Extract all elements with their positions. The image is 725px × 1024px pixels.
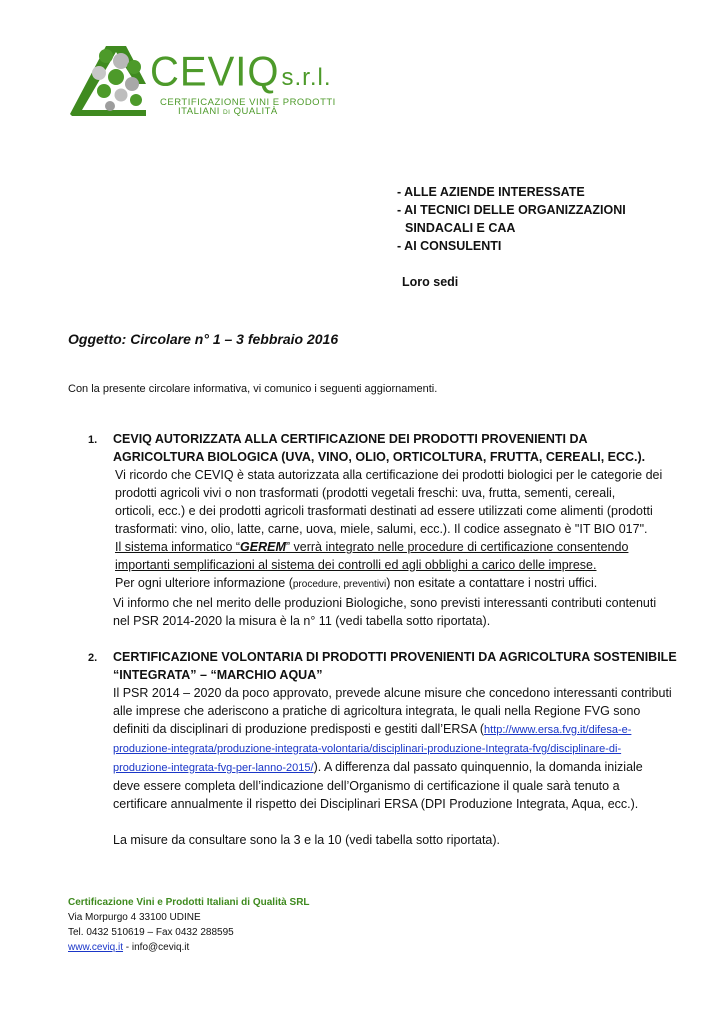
recipient-line: - ALLE AZIENDE INTERESSATE <box>397 185 585 199</box>
footer <box>68 895 310 955</box>
recipient-line: - AI TECNICI DELLE ORGANIZZAZIONI <box>397 203 626 217</box>
loro-sedi: Loro sedi <box>402 275 459 289</box>
section-heading: CEVIQ AUTORIZZATA ALLA CERTIFICAZIONE DEI PRODOTTI PROVENIENTI DA <box>113 432 588 446</box>
section-number: 1. <box>88 434 98 446</box>
section-body: Il PSR 2014 – 2020 da poco approvato, prevede alcune misure che concedono interessanti contributi alle imprese che aderiscono a pratiche di agricoltura integrata, le quali nella Regione FVG sono definiti da disciplinari di produzione predisposti e gestiti dall’ERSA (http://www.ersa.fvg.it/difesa-e- produzione-integrata/produzione-integrata-volontaria/disciplinari-produzione-Integrata-fvg/disciplinare-di- produzione-integrata-fvg-per-lanno-2015/). A differenza dal passato quinquennio, la domanda iniziale deve essere completa dell’indicazione dell’Organismo di certificazione il quale sarà tenuto a certificare annualmente il rispetto dei Disciplinari ERSA (DPI Produzione Integrata, Aqua, ecc.). La misure da consultare sono la 3 e la 10 (vedi tabella sotto riportata). <box>113 686 672 847</box>
recipient-line: - AI CONSULENTI <box>397 239 502 253</box>
footer-address: Via Morpurgo 4 33100 UDINE <box>68 912 201 923</box>
section-heading: CERTIFICAZIONE VOLONTARIA DI PRODOTTI PROVENIENTI DA AGRICOLTURA SOSTENIBILE <box>113 650 677 664</box>
logo-subtitle-1: CERTIFICAZIONE VINI E PRODOTTI <box>160 97 336 108</box>
logo-subtitle-2: ITALIANI DI QUALITÀ <box>178 106 278 117</box>
logo-wordmark <box>150 48 332 96</box>
recipients-block <box>397 183 626 255</box>
footer-website-link[interactable]: www.ceviq.it <box>68 942 124 953</box>
ersa-link[interactable]: produzione-integrata/produzione-integrata-volontaria/disciplinari-produzione-Integrata-fvg/disciplinare-di- <box>113 743 622 755</box>
section-2 <box>88 648 688 849</box>
footer-company: Certificazione Vini e Prodotti Italiani di Qualità SRL <box>68 897 310 908</box>
section-heading: AGRICOLTURA BIOLOGICA (UVA, VINO, OLIO, ORTICOLTURA, FRUTTA, CEREALI, ECC.). <box>113 450 646 464</box>
ersa-link[interactable]: produzione-integrata-fvg-per-lanno-2015/ <box>113 762 314 774</box>
ersa-link[interactable]: http://www.ersa.fvg.it/difesa-e- <box>484 724 632 736</box>
section-number: 2. <box>88 652 98 664</box>
section-body: Vi ricordo che CEVIQ è stata autorizzata alla certificazione dei prodotti biologici per le categorie dei prodotti agricoli vivi o non trasformati (prodotti vegetali freschi: uva, frutta, sementi, cereali, orticoli, ecc.) e dei prodotti agricoli trasformati destinati ad essere utilizzati come alimenti (prodotti trasformati: vino, olio, latte, carne, uova, miele, salumi, ecc.). Il codice assegnato è "IT BIO 017". Il sistema informatico “GEREM” verrà integrato nelle procedure di certificazione consentendo importanti semplificazioni al sistema dei controlli ed agli obblighi a carico delle imprese. Per ogni ulteriore informazione (procedure, preventivi) non esitate a contattare i nostri uffici. Vi informo che nel merito delle produzioni Biologiche, sono previsti interessanti contributi contenuti nel PSR 2014-2020 la misura è la n° 11 (vedi tabella sotto riportata). <box>115 466 688 630</box>
intro-text: Con la presente circolare informativa, vi comunico i seguenti aggiornamenti. <box>68 383 438 395</box>
gerem-note: Il sistema informatico “GEREM” verrà integrato nelle procedure di certificazione consentendo <box>115 540 629 554</box>
footer-email: - info@ceviq.it <box>123 942 190 953</box>
section-heading: “INTEGRATA” – “MARCHIO AQUA” <box>113 668 323 682</box>
footer-phone: Tel. 0432 510619 – Fax 0432 288595 <box>68 927 234 938</box>
recipient-line: SINDACALI E CAA <box>405 221 516 235</box>
logo-suffix: s.r.l. <box>281 64 332 91</box>
section-1 <box>88 430 688 630</box>
subject-line: Oggetto: Circolare n° 1 – 3 febbraio 2016 <box>68 331 339 347</box>
logo-brand: CEVIQ <box>150 48 280 96</box>
